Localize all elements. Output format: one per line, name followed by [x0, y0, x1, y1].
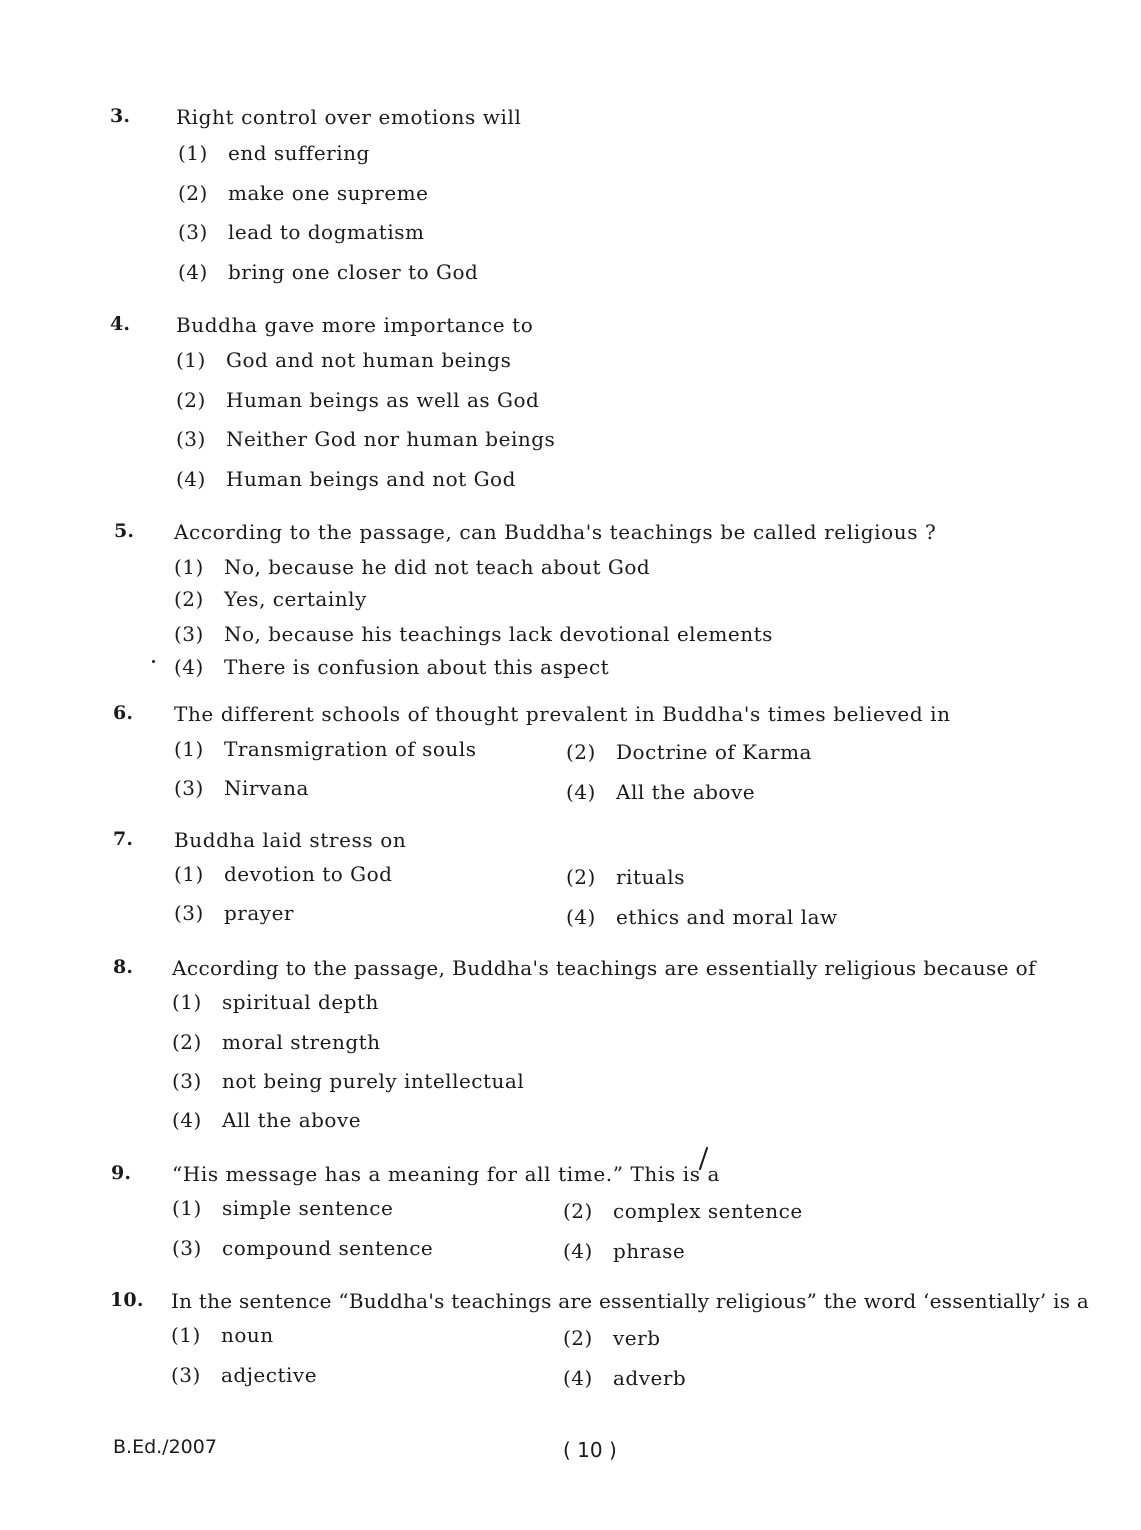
question-text: Right control over emotions will: [176, 105, 522, 129]
option-1: [176, 348, 511, 372]
option-text: prayer: [224, 901, 294, 925]
option-number: (1): [172, 1196, 202, 1220]
question-text: According to the passage, can Buddha's teachings be called religious ?: [174, 520, 937, 544]
option-3: [172, 1069, 524, 1093]
option-2: [566, 865, 685, 889]
option-text: complex sentence: [613, 1199, 803, 1223]
option-number: (1): [176, 348, 206, 372]
option-3: [176, 427, 555, 451]
question-number: 7.: [113, 828, 134, 850]
option-number: (2): [566, 740, 596, 764]
option-number: (2): [172, 1030, 202, 1054]
option-4: [563, 1239, 685, 1263]
option-text: moral strength: [222, 1030, 381, 1054]
option-text: verb: [613, 1326, 661, 1350]
option-4: [174, 655, 609, 679]
option-number: (1): [178, 141, 208, 165]
option-1: [174, 862, 392, 886]
option-number: (4): [563, 1239, 593, 1263]
option-number: (1): [174, 737, 204, 761]
option-text: Nirvana: [224, 776, 309, 800]
exam-code: B.Ed./2007: [113, 1436, 217, 1458]
option-1: [172, 1196, 393, 1220]
option-number: (2): [178, 181, 208, 205]
option-2: [563, 1326, 661, 1350]
option-3: [171, 1363, 317, 1387]
question-text: Buddha laid stress on: [174, 828, 407, 852]
option-number: (4): [566, 905, 596, 929]
option-number: (1): [171, 1323, 201, 1347]
option-text: God and not human beings: [226, 348, 512, 372]
question-text: The different schools of thought prevalent in Buddha's times believed in: [174, 702, 951, 726]
question-number: 6.: [113, 702, 134, 724]
option-1: [178, 141, 370, 165]
option-2: [566, 740, 812, 764]
option-text: No, because he did not teach about God: [224, 555, 651, 579]
question-text: Buddha gave more importance to: [176, 313, 534, 337]
option-text: compound sentence: [222, 1236, 434, 1260]
question-number: 8.: [113, 956, 134, 978]
option-number: (3): [172, 1236, 202, 1260]
option-number: (3): [172, 1069, 202, 1093]
option-number: (3): [178, 220, 208, 244]
option-number: (1): [174, 555, 204, 579]
option-text: No, because his teachings lack devotional elements: [224, 622, 773, 646]
option-2: [563, 1199, 803, 1223]
option-4: [566, 780, 755, 804]
option-text: noun: [221, 1323, 274, 1347]
option-text: phrase: [613, 1239, 686, 1263]
option-number: (3): [174, 622, 204, 646]
option-4: [172, 1108, 361, 1132]
option-number: (1): [174, 862, 204, 886]
option-text: rituals: [616, 865, 685, 889]
option-3: [172, 1236, 433, 1260]
option-text: make one supreme: [228, 181, 429, 205]
option-number: (4): [174, 655, 204, 679]
option-text: adverb: [613, 1366, 687, 1390]
question-number: 9.: [111, 1162, 132, 1184]
option-number: (3): [174, 901, 204, 925]
option-number: (2): [566, 865, 596, 889]
option-number: (4): [176, 467, 206, 491]
option-text: adjective: [221, 1363, 318, 1387]
option-2: [174, 587, 367, 611]
option-4: [176, 467, 516, 491]
page-number: ( 10 ): [563, 1438, 617, 1462]
option-number: (4): [178, 260, 208, 284]
option-text: ethics and moral law: [616, 905, 838, 929]
pen-tick-mark: [696, 1146, 710, 1172]
option-text: bring one closer to God: [228, 260, 479, 284]
option-text: devotion to God: [224, 862, 393, 886]
option-text: Yes, certainly: [224, 587, 367, 611]
question-text: According to the passage, Buddha's teachings are essentially religious because of: [172, 956, 1036, 980]
option-text: simple sentence: [222, 1196, 394, 1220]
option-text: spiritual depth: [222, 990, 379, 1014]
option-4: [178, 260, 478, 284]
question-number: 3.: [110, 105, 131, 127]
option-3: [178, 220, 424, 244]
option-4: [563, 1366, 686, 1390]
option-text: Neither God nor human beings: [226, 427, 556, 451]
option-text: Human beings as well as God: [226, 388, 540, 412]
question-number: 10.: [110, 1289, 144, 1311]
option-4: [566, 905, 838, 929]
option-number: (3): [174, 776, 204, 800]
option-text: Doctrine of Karma: [616, 740, 812, 764]
option-text: All the above: [222, 1108, 362, 1132]
option-2: [176, 388, 539, 412]
option-2: [172, 1030, 381, 1054]
option-text: Transmigration of souls: [224, 737, 477, 761]
option-number: (2): [563, 1326, 593, 1350]
option-text: There is confusion about this aspect: [224, 655, 610, 679]
option-number: (4): [566, 780, 596, 804]
option-text: Human beings and not God: [226, 467, 516, 491]
option-number: (3): [171, 1363, 201, 1387]
option-number: (2): [174, 587, 204, 611]
question-text: “His message has a meaning for all time.” This is a: [172, 1162, 721, 1186]
option-3: [174, 622, 773, 646]
option-text: not being purely intellectual: [222, 1069, 525, 1093]
option-2: [178, 181, 428, 205]
option-1: [172, 990, 379, 1014]
option-number: (4): [172, 1108, 202, 1132]
option-number: (2): [176, 388, 206, 412]
option-number: (4): [563, 1366, 593, 1390]
question-number: 4.: [110, 313, 131, 335]
option-3: [174, 776, 309, 800]
option-number: (3): [176, 427, 206, 451]
option-1: [174, 737, 476, 761]
stray-dot: [152, 660, 155, 663]
question-number: 5.: [114, 520, 135, 542]
option-3: [174, 901, 294, 925]
option-number: (2): [563, 1199, 593, 1223]
option-text: lead to dogmatism: [228, 220, 425, 244]
option-1: [174, 555, 650, 579]
option-text: All the above: [616, 780, 756, 804]
option-1: [171, 1323, 274, 1347]
option-number: (1): [172, 990, 202, 1014]
option-text: end suffering: [228, 141, 370, 165]
question-text: In the sentence “Buddha's teachings are essentially religious” the word ‘essentially’ is a: [171, 1289, 1090, 1313]
